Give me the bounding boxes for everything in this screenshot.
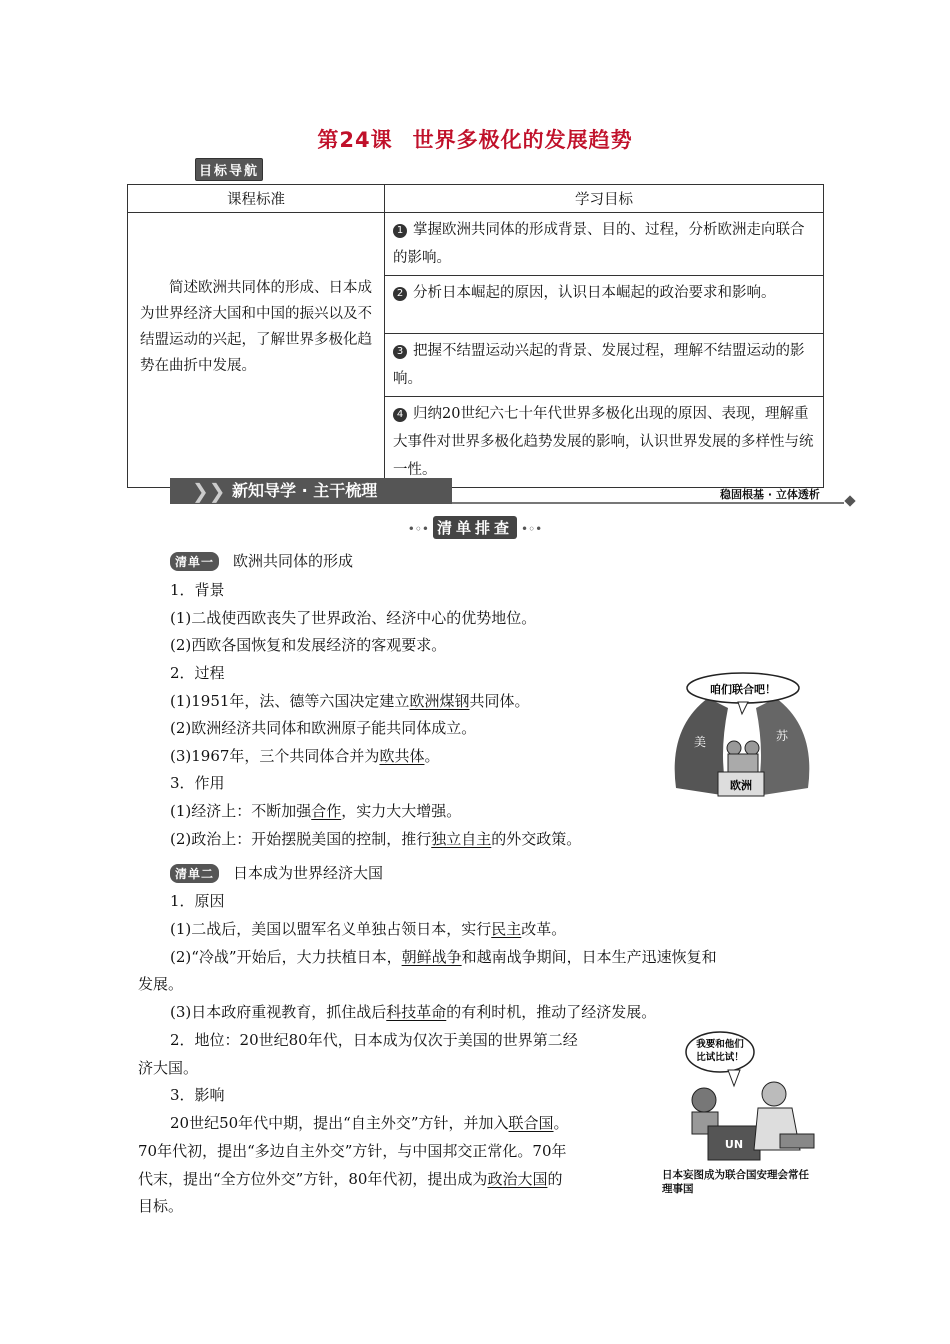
text-line: (1)1951年，法、德等六国决定建立欧洲煤钢共同体。: [170, 692, 530, 710]
cartoon-europe: [668, 668, 816, 800]
text-line: (3)1967年，三个共同体合并为欧共体。: [170, 747, 440, 765]
text-line: (2)欧洲经济共同体和欧洲原子能共同体成立。: [170, 719, 477, 737]
diamond-icon: [844, 495, 855, 506]
text-line: 代末，提出“全方位外交”方针，80年代初，提出成为政治大国的: [138, 1170, 563, 1188]
text-line: 20世纪50年代中期，提出“自主外交”方针，并加入联合国。: [170, 1114, 569, 1132]
banner-rule: [452, 502, 844, 504]
text-line: (2)政治上：开始摆脱美国的控制，推行独立自主的外交政策。: [170, 830, 582, 848]
col-header-goals: 学习目标: [385, 185, 824, 213]
text-line: (3)日本政府重视教育，抓住战后科技革命的有利时机，推动了经济发展。: [170, 1003, 657, 1021]
text-line: (1)二战使西欧丧失了世界政治、经济中心的优势地位。: [170, 609, 537, 627]
text-line: 济大国。: [138, 1059, 199, 1077]
goal-item: 3 把握不结盟运动兴起的背景、发展过程，理解不结盟运动的影响。: [385, 334, 824, 397]
col-header-standard: 课程标准: [128, 185, 385, 213]
text-line: 发展。: [138, 975, 184, 993]
goal-item: 2 分析日本崛起的原因，认识日本崛起的政治要求和影响。: [385, 276, 824, 334]
un-box-label: UN: [724, 1138, 744, 1151]
section-heading: 清单二 日本成为世界经济大国: [170, 862, 383, 883]
section-banner: ❯❯ 新知导学 · 主干梳理: [170, 478, 452, 504]
checklist-header: •◦• 清单排查 •◦•: [0, 516, 950, 539]
banner-tagline: 稳固根基 · 立体透析: [720, 488, 820, 501]
text-line: 1．背景: [170, 581, 225, 599]
cartoon-bubble: 咱们联合吧！: [710, 683, 776, 696]
goal-item: 4 归纳20世纪六七十年代世界多极化出现的原因、表现，理解重大事件对世界多极化趋势发展的影响，认识世界发展的多样性与统一性。: [385, 397, 824, 488]
text-line: 2．地位：20世纪80年代，日本成为仅次于美国的世界第二经: [170, 1031, 578, 1049]
goals-table: [127, 184, 824, 488]
svg-text:比试比试！: 比试比试！: [696, 1052, 744, 1063]
cartoon-label-left: 美: [694, 735, 707, 749]
text-line: (1)二战后，美国以盟军名义单独占领日本，实行民主改革。: [170, 920, 567, 938]
section-tag: 清单二: [170, 864, 219, 883]
section-tag: 清单一: [170, 552, 219, 571]
text-line: 1．原因: [170, 892, 225, 910]
cartoon-caption: 日本妄图成为联合国安理会常任理事国: [662, 1169, 809, 1195]
text-line: 2．过程: [170, 664, 225, 682]
course-standard: 简述欧洲共同体的形成、日本成为世界经济大国和中国的振兴以及不结盟运动的兴起，了解世界多极化趋势在曲折中发展。: [128, 213, 385, 488]
text-line: 3．作用: [170, 774, 225, 792]
goal-item: 1 掌握欧洲共同体的形成背景、目的、过程，分析欧洲走向联合的影响。: [385, 213, 824, 276]
nav-label: 目标导航: [195, 158, 263, 181]
svg-text:我要和他们: 我要和他们: [696, 1039, 744, 1050]
text-line: 70年代初，提出“多边自主外交”方针，与中国邦交正常化。70年: [138, 1142, 567, 1160]
text-line: (2)“冷战”开始后，大力扶植日本，朝鲜战争和越南战争期间，日本生产迅速恢复和: [170, 948, 717, 966]
text-line: 3．影响: [170, 1086, 225, 1104]
text-line: (1)经济上：不断加强合作，实力大大增强。: [170, 802, 462, 820]
text-line: 目标。: [138, 1197, 184, 1215]
cartoon-japan-un: [662, 1030, 822, 1195]
text-line: (2)西欧各国恢复和发展经济的客观要求。: [170, 636, 447, 654]
cartoon-label-right: 苏: [776, 729, 789, 743]
cartoon-base-label: 欧洲: [730, 779, 752, 792]
section-heading: 清单一 欧洲共同体的形成: [170, 550, 353, 571]
page-title: 第24课 世界多极化的发展趋势: [317, 128, 633, 152]
chevron-icon: ❯❯: [192, 479, 226, 503]
